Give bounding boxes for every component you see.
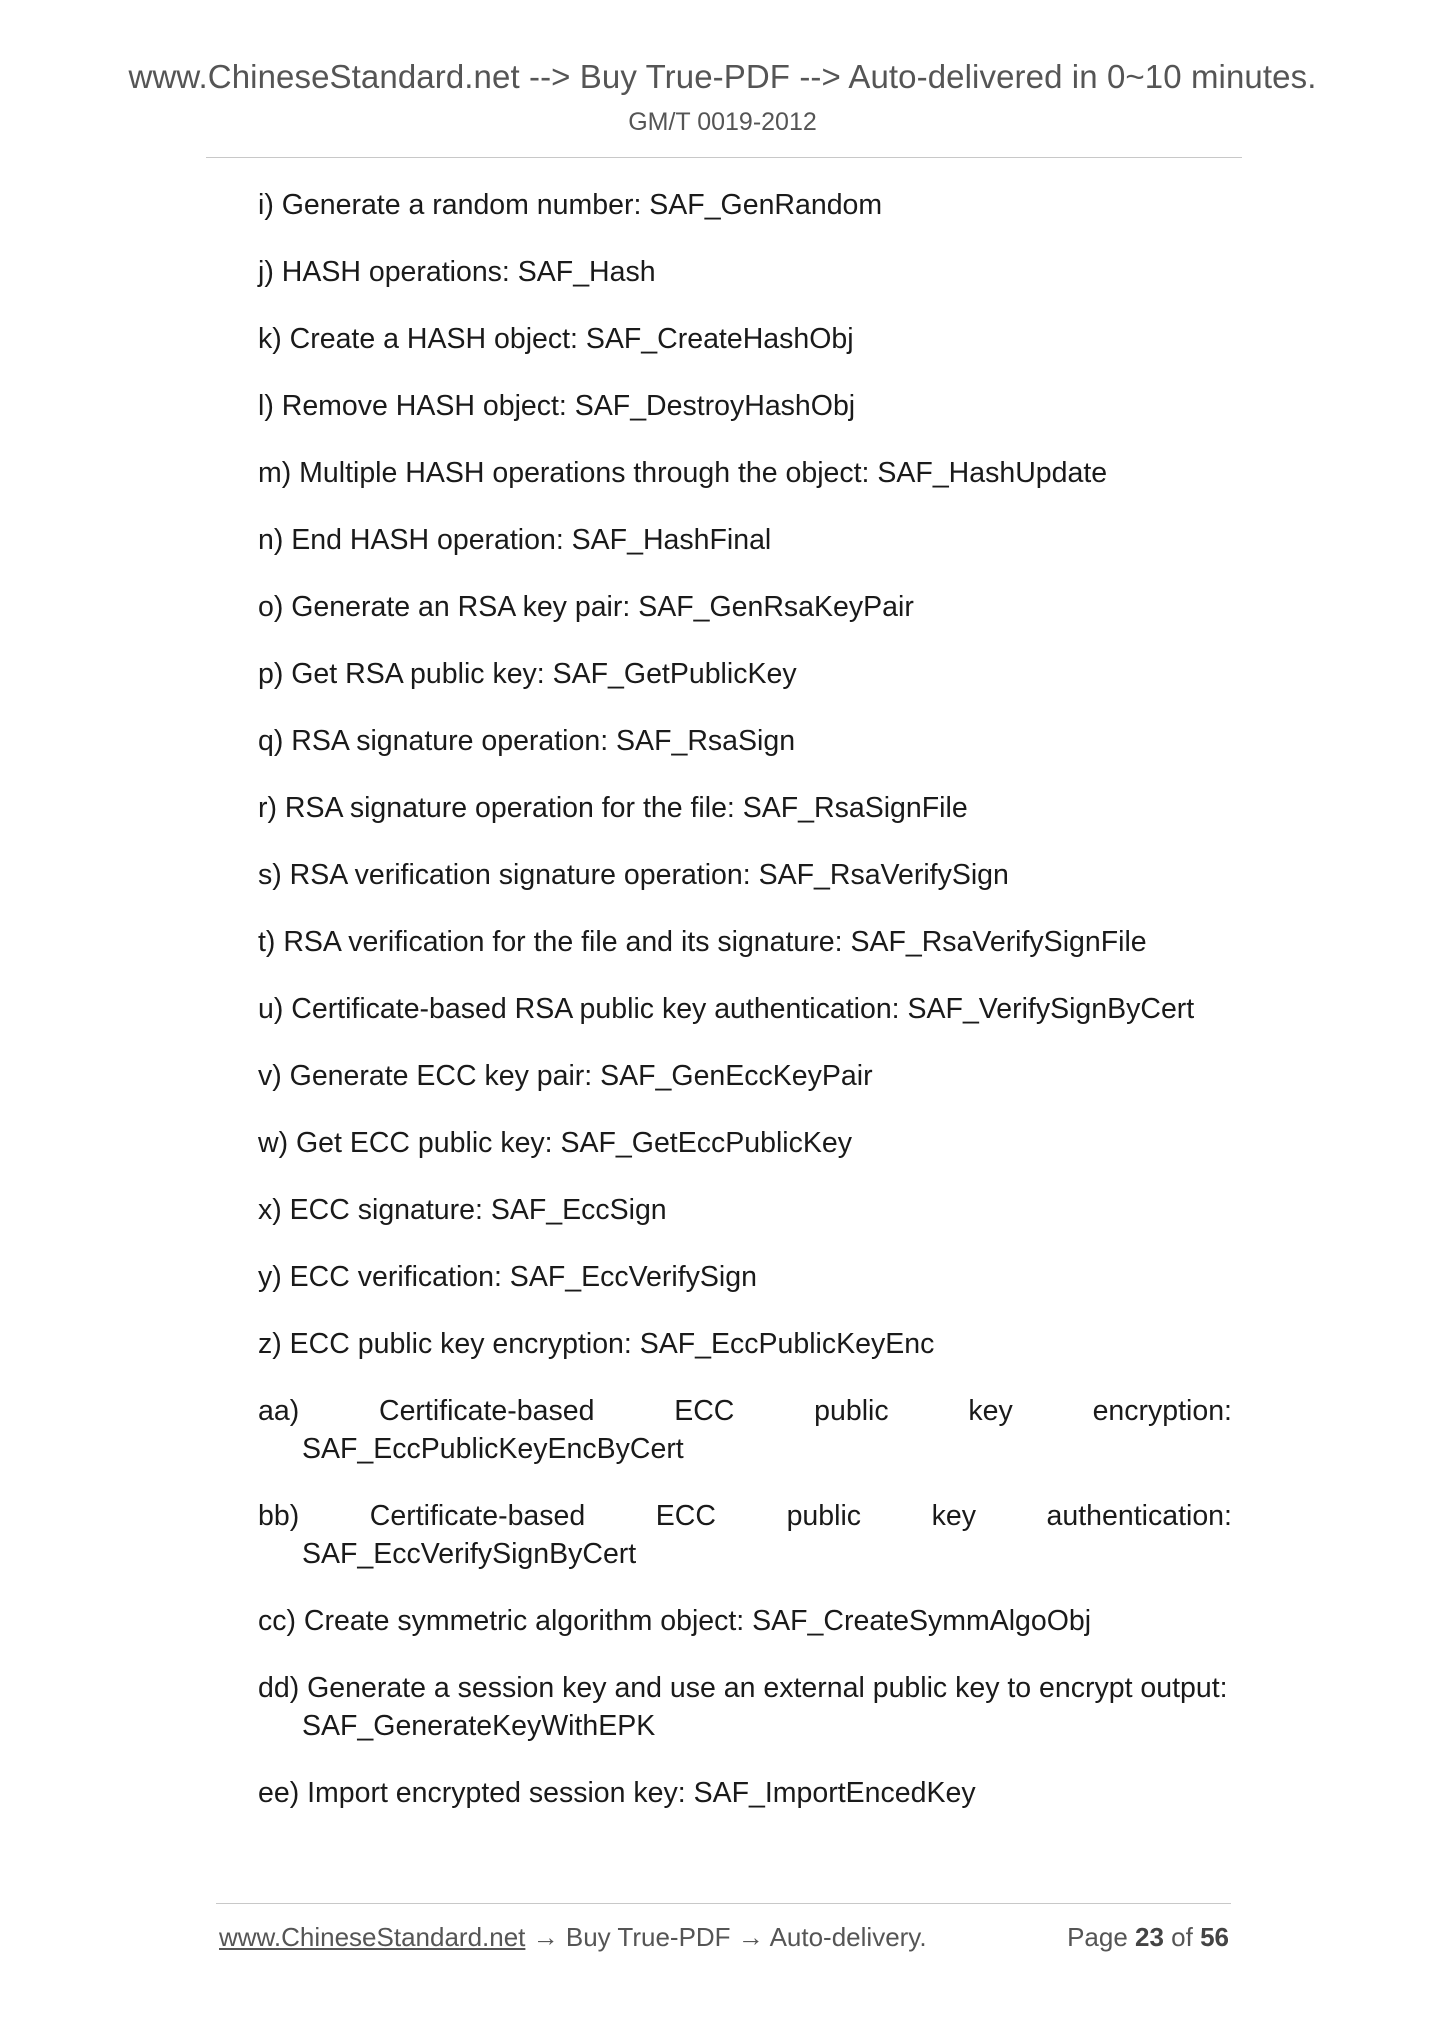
list-item-word: bb) bbox=[258, 1500, 300, 1532]
list-item: j) HASH operations: SAF_Hash bbox=[258, 256, 656, 288]
list-item-word: Certificate-based bbox=[369, 1500, 586, 1532]
footer-left bbox=[219, 1922, 927, 1953]
list-item: y) ECC verification: SAF_EccVerifySign bbox=[258, 1261, 757, 1293]
footer-site-link[interactable]: www.ChineseStandard.net bbox=[219, 1922, 526, 1952]
list-item-word: key bbox=[931, 1500, 976, 1532]
footer-divider bbox=[216, 1903, 1231, 1904]
list-item: t) RSA verification for the file and its signature: SAF_RsaVerifySignFile bbox=[258, 926, 1147, 958]
footer-tagline: → Buy True-PDF → Auto-delivery. bbox=[525, 1922, 927, 1952]
list-item: u) Certificate-based RSA public key authentication: SAF_VerifySignByCert bbox=[258, 993, 1195, 1025]
list-item: w) Get ECC public key: SAF_GetEccPublicKey bbox=[258, 1127, 852, 1159]
list-item-word: Certificate-based bbox=[378, 1395, 595, 1427]
list-item: o) Generate an RSA key pair: SAF_GenRsaKeyPair bbox=[258, 591, 914, 623]
list-item: cc) Create symmetric algorithm object: SAF_CreateSymmAlgoObj bbox=[258, 1605, 1092, 1637]
list-item-word: ECC bbox=[674, 1395, 735, 1427]
list-item: k) Create a HASH object: SAF_CreateHashObj bbox=[258, 323, 854, 355]
header-banner: www.ChineseStandard.net --> Buy True-PDF --> Auto-delivered in 0~10 minutes. bbox=[128, 58, 1317, 95]
page-prefix: Page bbox=[1067, 1922, 1136, 1952]
list-item-word: key bbox=[968, 1395, 1013, 1427]
list-item-continuation: SAF_EccPublicKeyEncByCert bbox=[302, 1433, 684, 1465]
list-item: r) RSA signature operation for the file: SAF_RsaSignFile bbox=[258, 792, 968, 824]
list-item: x) ECC signature: SAF_EccSign bbox=[258, 1194, 667, 1226]
list-item: p) Get RSA public key: SAF_GetPublicKey bbox=[258, 658, 797, 690]
list-item: z) ECC public key encryption: SAF_EccPublicKeyEnc bbox=[258, 1328, 935, 1360]
list-item-aa-line bbox=[258, 1392, 1232, 1430]
list-item-bb-line bbox=[258, 1497, 1232, 1535]
page-footer bbox=[219, 1922, 1229, 1953]
list-item: s) RSA verification signature operation: SAF_RsaVerifySign bbox=[258, 859, 1009, 891]
page-indicator bbox=[1067, 1922, 1229, 1953]
list-item-word: public bbox=[814, 1395, 889, 1427]
list-item: n) End HASH operation: SAF_HashFinal bbox=[258, 524, 772, 556]
list-item-dd bbox=[258, 1669, 1232, 1745]
page-number: 23 bbox=[1135, 1922, 1164, 1952]
list-item-word: encryption: bbox=[1092, 1395, 1232, 1427]
function-list bbox=[258, 186, 1232, 1841]
list-item-word: authentication: bbox=[1046, 1500, 1232, 1532]
list-item-bb bbox=[258, 1497, 1232, 1573]
header-divider bbox=[206, 157, 1242, 158]
list-item: l) Remove HASH object: SAF_DestroyHashObj bbox=[258, 390, 856, 422]
list-item-word: aa) bbox=[258, 1395, 300, 1427]
list-item-word: public bbox=[786, 1500, 862, 1532]
list-item-dd-line: dd) Generate a session key and use an external public key to encrypt output: bbox=[258, 1672, 1228, 1704]
list-item: ee) Import encrypted session key: SAF_ImportEncedKey bbox=[258, 1777, 976, 1809]
page-total: 56 bbox=[1200, 1922, 1229, 1952]
list-item: i) Generate a random number: SAF_GenRandom bbox=[258, 189, 883, 221]
page-of: of bbox=[1163, 1922, 1201, 1952]
list-item: q) RSA signature operation: SAF_RsaSign bbox=[258, 725, 796, 757]
list-item-continuation: SAF_EccVerifySignByCert bbox=[302, 1538, 637, 1570]
list-item: v) Generate ECC key pair: SAF_GenEccKeyPair bbox=[258, 1060, 873, 1092]
list-item: m) Multiple HASH operations through the object: SAF_HashUpdate bbox=[258, 457, 1108, 489]
list-item-word: ECC bbox=[655, 1500, 716, 1532]
list-item-continuation: SAF_GenerateKeyWithEPK bbox=[302, 1710, 656, 1742]
list-item-aa bbox=[258, 1392, 1232, 1468]
standard-number: GM/T 0019-2012 bbox=[628, 108, 817, 136]
